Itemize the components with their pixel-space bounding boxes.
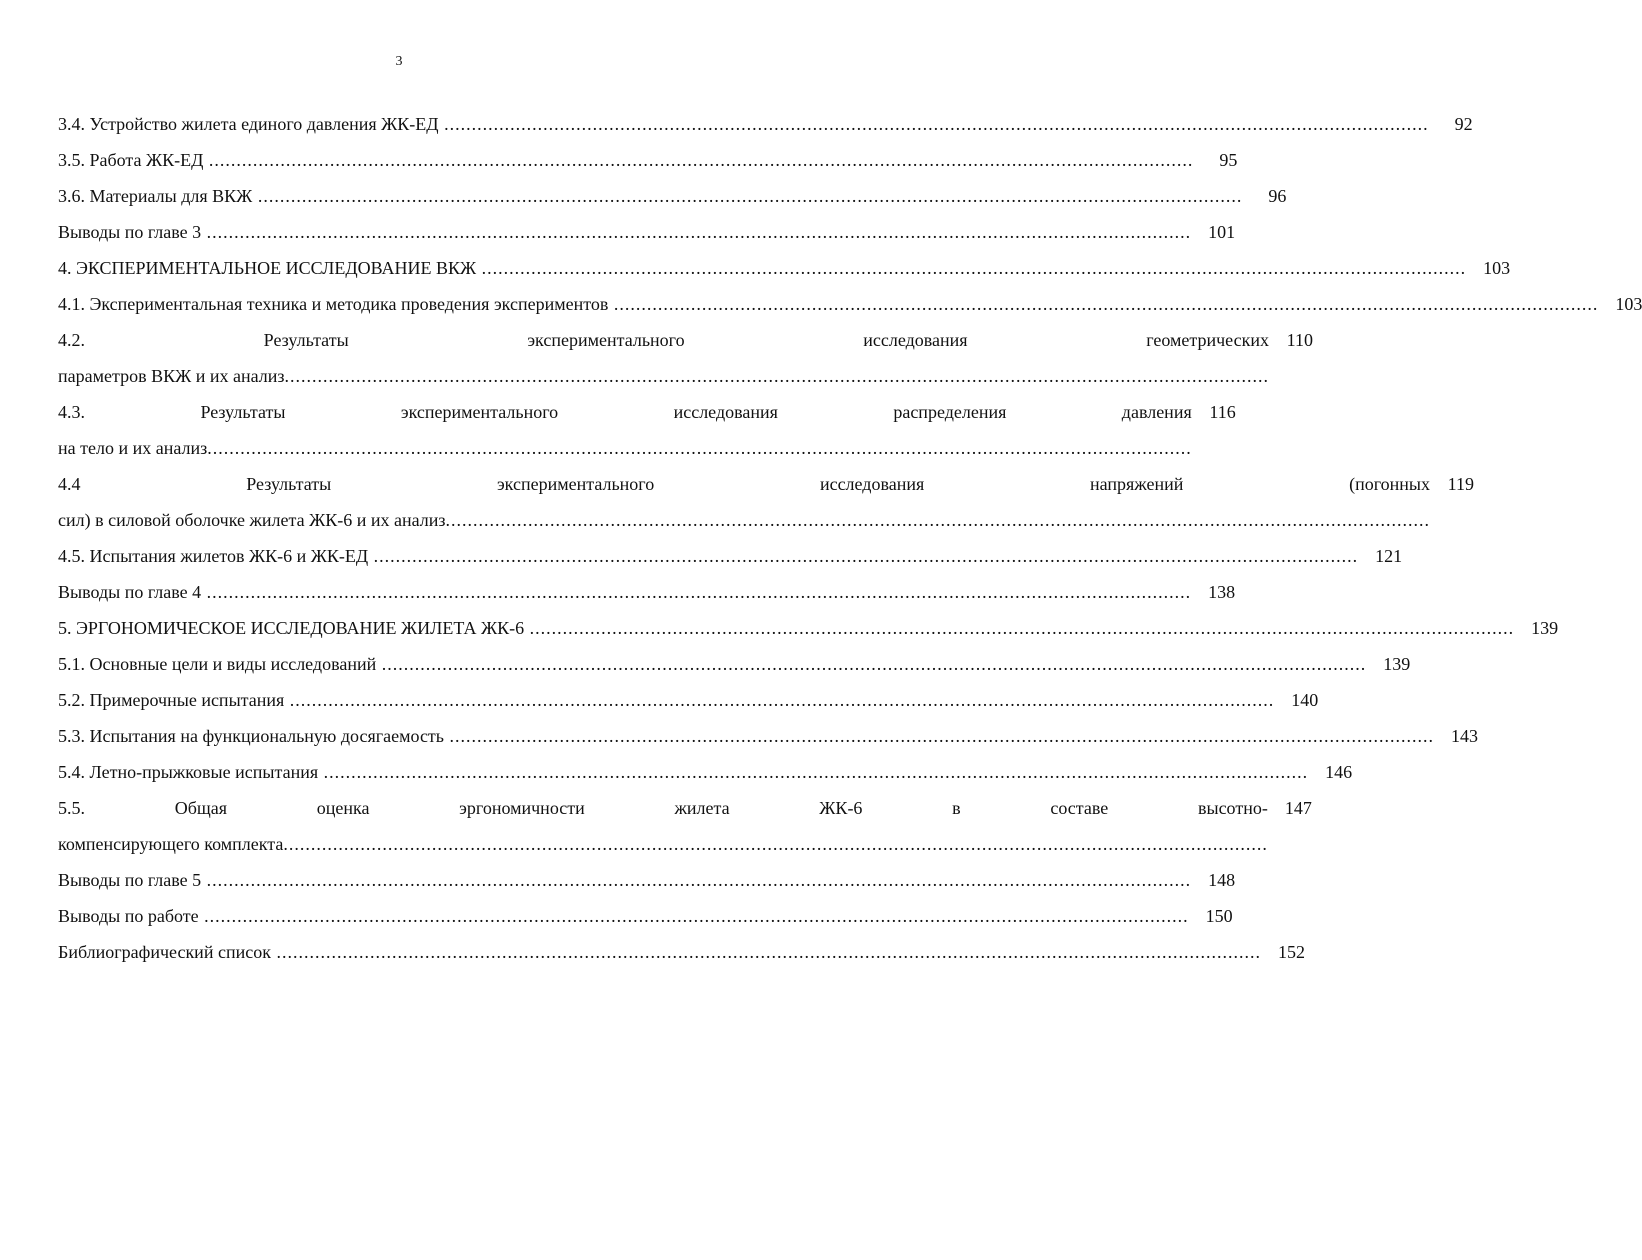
toc-entry-page: 116 xyxy=(1209,402,1236,422)
toc-entry-page: 110 xyxy=(1286,330,1313,350)
toc-entry-page: 92 xyxy=(1454,114,1473,134)
toc-entry-conclusions-5 xyxy=(58,862,1236,898)
toc-entry-title-line1: 4.4 Результаты экспериментального исследования напряжений (погонных xyxy=(58,474,1430,494)
toc-entry-chapter-4 xyxy=(58,250,1511,286)
toc-entry-page: 103 xyxy=(1483,258,1511,278)
toc-entry-title xyxy=(58,322,1269,394)
toc-entry-page: 148 xyxy=(1208,870,1236,890)
toc-entry-conclusions-3 xyxy=(58,214,1236,250)
toc-entry-5-5 xyxy=(58,790,1312,862)
toc-entry-chapter-5 xyxy=(58,610,1559,646)
toc-entry-title: Выводы по главе 3 ..... xyxy=(58,214,1191,250)
toc-entry-title: Библиографический список ..... xyxy=(58,934,1261,970)
toc-entry-4-3 xyxy=(58,394,1236,466)
toc-entry-5-1 xyxy=(58,646,1411,682)
toc-entry-title: 3.5. Работа ЖК-ЕД ..... xyxy=(58,142,1193,178)
toc-entry-bibliography xyxy=(58,934,1305,970)
toc-entry-title: 4. ЭКСПЕРИМЕНТАЛЬНОЕ ИССЛЕДОВАНИЕ ВКЖ ..... xyxy=(58,250,1466,286)
toc-entry-title: 5.4. Летно-прыжковые испытания ..... xyxy=(58,754,1308,790)
toc-entry-5-2 xyxy=(58,682,1319,718)
toc-entry-title: 4.1. Экспериментальная техника и методика проведения экспериментов ..... xyxy=(58,286,1598,322)
toc-entry-page: 152 xyxy=(1277,942,1305,962)
toc-entry-3-6 xyxy=(58,178,1287,214)
toc-entry-5-4 xyxy=(58,754,1353,790)
toc-entry-title xyxy=(58,790,1268,862)
toc-entry-page: 119 xyxy=(1447,474,1474,494)
toc-entry-title-line2: компенсирующего комплекта ..... xyxy=(58,826,1268,862)
toc-entry-title: 3.6. Материалы для ВКЖ ..... xyxy=(58,178,1242,214)
toc-entry-page: 121 xyxy=(1375,546,1403,566)
table-of-contents xyxy=(58,106,1642,970)
toc-entry-conclusions-work xyxy=(58,898,1233,934)
toc-entry-page: 143 xyxy=(1451,726,1479,746)
toc-entry-3-4 xyxy=(58,106,1473,142)
toc-entry-title-line1: 5.5. Общая оценка эргономичности жилета ЖК-6 в составе высотно- xyxy=(58,798,1268,818)
toc-entry-page: 146 xyxy=(1325,762,1353,782)
toc-entry-title xyxy=(58,394,1192,466)
toc-entry-4-4 xyxy=(58,466,1474,538)
toc-entry-title: Выводы по работе ..... xyxy=(58,898,1189,934)
toc-entry-5-3 xyxy=(58,718,1479,754)
toc-entry-title: 4.5. Испытания жилетов ЖК-6 и ЖК-ЕД ..... xyxy=(58,538,1358,574)
toc-entry-title: 5. ЭРГОНОМИЧЕСКОЕ ИССЛЕДОВАНИЕ ЖИЛЕТА ЖК-6 ..... xyxy=(58,610,1514,646)
toc-entry-page: 95 xyxy=(1219,150,1238,170)
toc-entry-page: 139 xyxy=(1531,618,1559,638)
toc-entry-title xyxy=(58,466,1430,538)
toc-entry-title: 5.3. Испытания на функциональную досягаемость ..... xyxy=(58,718,1434,754)
toc-entry-4-1 xyxy=(58,286,1642,322)
toc-entry-title: 5.1. Основные цели и виды исследований ..... xyxy=(58,646,1366,682)
toc-entry-4-2 xyxy=(58,322,1313,394)
toc-entry-4-5 xyxy=(58,538,1403,574)
toc-entry-title-line2: сил) в силовой оболочке жилета ЖК-6 и их анализ ..... xyxy=(58,502,1430,538)
page-number: 3 xyxy=(395,54,403,69)
toc-entry-title-line1: 4.3. Результаты экспериментального исследования распределения давления xyxy=(58,402,1192,422)
toc-entry-title-line2: на тело и их анализ ..... xyxy=(58,430,1192,466)
toc-entry-page: 150 xyxy=(1205,906,1233,926)
toc-entry-3-5 xyxy=(58,142,1238,178)
toc-entry-title: 3.4. Устройство жилета единого давления ЖК-ЕД ..... xyxy=(58,106,1429,142)
toc-entry-title-line1: 4.2. Результаты экспериментального исследования геометрических xyxy=(58,330,1269,350)
toc-entry-page: 139 xyxy=(1383,654,1411,674)
toc-entry-conclusions-4 xyxy=(58,574,1236,610)
toc-entry-page: 96 xyxy=(1268,186,1287,206)
toc-entry-page: 101 xyxy=(1208,222,1236,242)
toc-entry-title: Выводы по главе 4 ..... xyxy=(58,574,1191,610)
toc-entry-page: 138 xyxy=(1208,582,1236,602)
toc-entry-page: 103 xyxy=(1615,294,1642,314)
toc-entry-page: 140 xyxy=(1291,690,1319,710)
toc-entry-title: Выводы по главе 5 ..... xyxy=(58,862,1191,898)
toc-entry-title: 5.2. Примерочные испытания ..... xyxy=(58,682,1274,718)
toc-entry-page: 147 xyxy=(1284,798,1312,818)
toc-entry-title-line2: параметров ВКЖ и их анализ ..... xyxy=(58,358,1269,394)
